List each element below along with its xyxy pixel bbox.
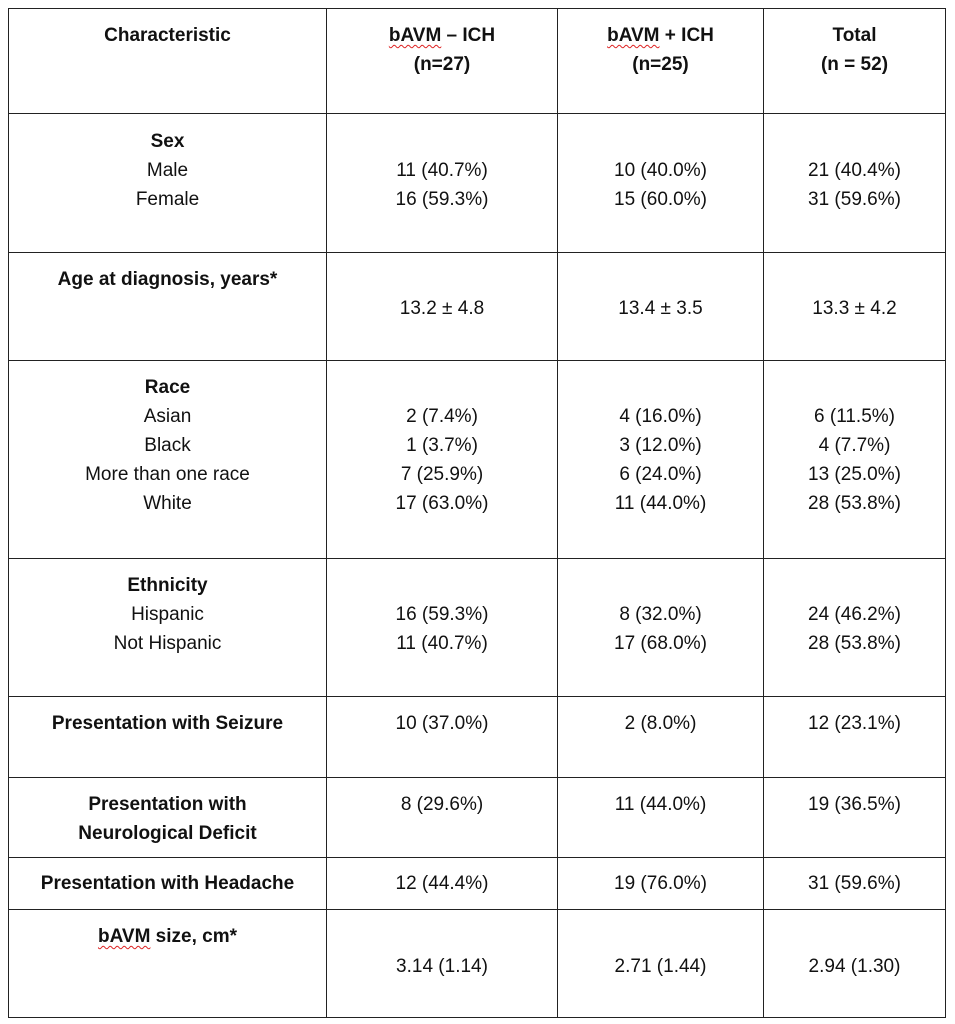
sex-label-cell: Sex Male Female [9,114,327,253]
neuro-bavm-plus-cell: 11 (44.0%) [558,778,764,858]
neuro-label-cell: Presentation with Neurological Deficit [9,778,327,858]
neuro-total-cell: 19 (36.5%) [764,778,946,858]
race-bavm-minus-cell: 2 (7.4%) 1 (3.7%) 7 (25.9%) 17 (63.0%) [327,361,558,559]
seizure-bavm-plus-cell: 2 (8.0%) [558,697,764,778]
ethnicity-bavm-plus-cell: 8 (32.0%) 17 (68.0%) [558,559,764,697]
neuro-row [9,778,946,858]
sex-total-cell: 21 (40.4%) 31 (59.6%) [764,114,946,253]
age-total-cell: 13.3 ± 4.2 [764,253,946,361]
headache-bavm-minus-cell: 12 (44.4%) [327,858,558,910]
header-total: Total (n = 52) [764,9,946,114]
size-total-cell: 2.94 (1.30) [764,910,946,1018]
seizure-label-cell: Presentation with Seizure [9,697,327,778]
header-row [9,9,946,114]
headache-total-cell: 31 (59.6%) [764,858,946,910]
headache-row [9,858,946,910]
size-row [9,910,946,1018]
age-bavm-minus-cell: 13.2 ± 4.8 [327,253,558,361]
neuro-bavm-minus-cell: 8 (29.6%) [327,778,558,858]
characteristics-table [8,8,946,1018]
race-total-cell: 6 (11.5%) 4 (7.7%) 13 (25.0%) 28 (53.8%) [764,361,946,559]
headache-label-cell: Presentation with Headache [9,858,327,910]
size-bavm-minus-cell: 3.14 (1.14) [327,910,558,1018]
seizure-row [9,697,946,778]
ethnicity-row [9,559,946,697]
race-bavm-plus-cell: 4 (16.0%) 3 (12.0%) 6 (24.0%) 11 (44.0%) [558,361,764,559]
age-bavm-plus-cell: 13.4 ± 3.5 [558,253,764,361]
age-row [9,253,946,361]
race-row [9,361,946,559]
ethnicity-bavm-minus-cell: 16 (59.3%) 11 (40.7%) [327,559,558,697]
header-characteristic: Characteristic [9,9,327,114]
seizure-bavm-minus-cell: 10 (37.0%) [327,697,558,778]
headache-bavm-plus-cell: 19 (76.0%) [558,858,764,910]
sex-bavm-plus-cell: 10 (40.0%) 15 (60.0%) [558,114,764,253]
header-bavm-minus-ich: bAVM – ICH (n=27) [327,9,558,114]
size-label-cell: bAVM size, cm* [9,910,327,1018]
sex-row [9,114,946,253]
race-label-cell: Race Asian Black More than one race White [9,361,327,559]
header-bavm-plus-ich: bAVM + ICH (n=25) [558,9,764,114]
seizure-total-cell: 12 (23.1%) [764,697,946,778]
ethnicity-label-cell: Ethnicity Hispanic Not Hispanic [9,559,327,697]
age-label-cell: Age at diagnosis, years* [9,253,327,361]
size-bavm-plus-cell: 2.71 (1.44) [558,910,764,1018]
ethnicity-total-cell: 24 (46.2%) 28 (53.8%) [764,559,946,697]
sex-bavm-minus-cell: 11 (40.7%) 16 (59.3%) [327,114,558,253]
